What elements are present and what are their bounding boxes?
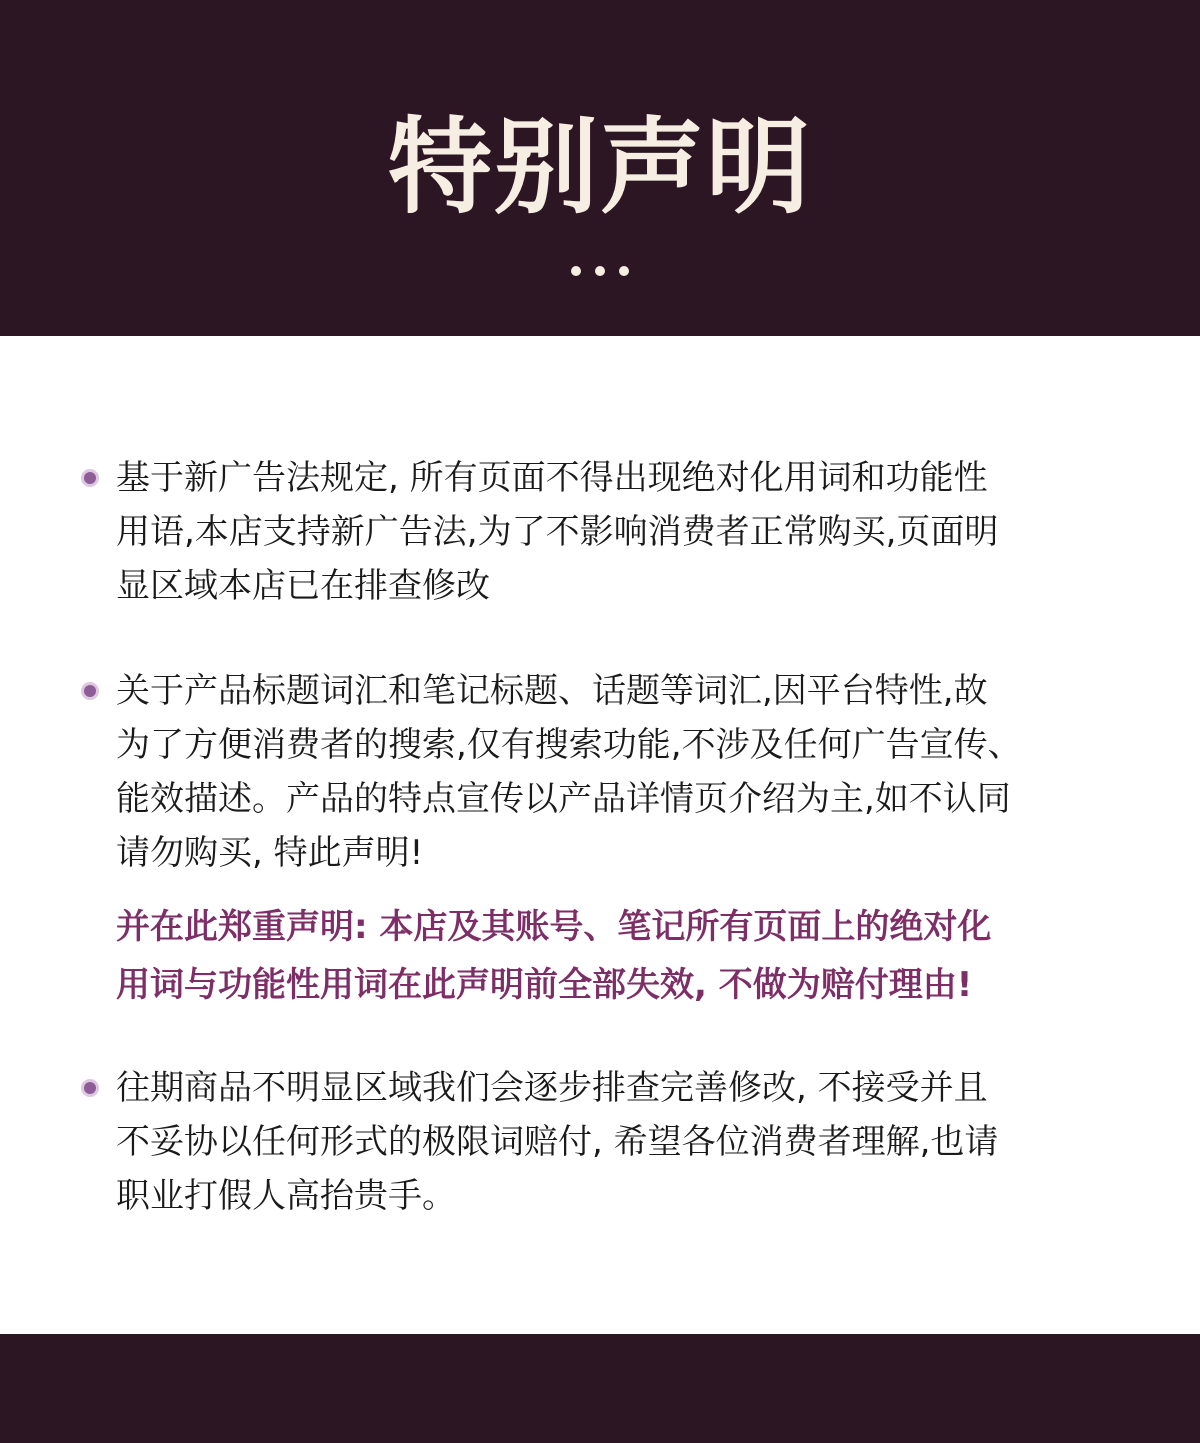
paragraph-line: 显区域本店已在排查修改 [116, 566, 490, 606]
statement-paragraph-1 [116, 451, 1116, 613]
paragraph-line: 关于产品标题词汇和笔记标题、话题等词汇,因平台特性,故 [116, 671, 988, 711]
statement-paragraph-3 [116, 1061, 1116, 1223]
dot-icon [571, 266, 581, 276]
header-banner [0, 0, 1200, 336]
dot-icon [595, 266, 605, 276]
paragraph-line: 不妥协以任何形式的极限词赔付, 希望各位消费者理解,也请 [116, 1122, 999, 1162]
statement-paragraph-2 [116, 664, 1116, 880]
paragraph-line: 职业打假人高抬贵手。 [116, 1176, 456, 1216]
solemn-declaration [116, 898, 1116, 1014]
paragraph-line: 用语,本店支持新广告法,为了不影响消费者正常购买,页面明 [116, 512, 999, 552]
paragraph-line: 基于新广告法规定, 所有页面不得出现绝对化用词和功能性 [116, 458, 988, 498]
paragraph-line: 能效描述。产品的特点宣传以产品详情页介绍为主,如不认同 [116, 779, 1011, 819]
footer-band [0, 1334, 1200, 1443]
page-title: 特别声明 [387, 105, 812, 228]
declaration-line: 用词与功能性用词在此声明前全部失效, 不做为赔付理由! [116, 965, 973, 1005]
bullet-icon [84, 472, 96, 484]
paragraph-line: 为了方便消费者的搜索,仅有搜索功能,不涉及任何广告宣传、 [116, 725, 1022, 765]
dot-icon [619, 266, 629, 276]
paragraph-line: 往期商品不明显区域我们会逐步排查完善修改, 不接受并且 [116, 1068, 988, 1108]
declaration-line: 并在此郑重声明: 本店及其账号、笔记所有页面上的绝对化 [116, 907, 992, 947]
bullet-icon [84, 685, 96, 697]
bullet-icon [84, 1082, 96, 1094]
paragraph-line: 请勿购买, 特此声明! [116, 833, 424, 873]
ellipsis-dots-icon [0, 266, 1200, 276]
